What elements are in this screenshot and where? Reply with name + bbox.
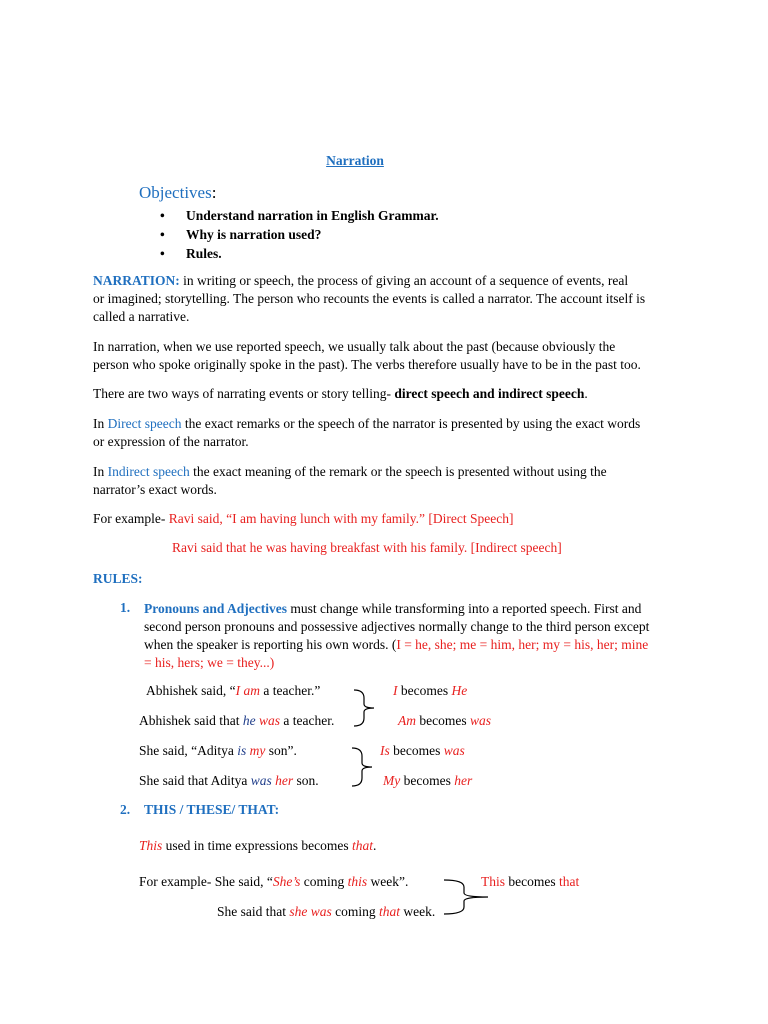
text: coming [300, 874, 348, 889]
objective-item: • Understand narration in English Grammar. [160, 206, 439, 225]
text: son”. [265, 743, 297, 758]
objectives-colon: : [211, 183, 217, 202]
objectives-heading-text: Objectives [139, 183, 212, 202]
rule1-example1-indirect [139, 713, 334, 729]
narration-line3: called a narrative. [93, 309, 190, 324]
example-label: For example- [93, 511, 169, 526]
text: Is [380, 743, 390, 758]
rule1-number: 1. [120, 600, 131, 615]
text: was [250, 773, 272, 788]
rule2-example-indirect [217, 904, 435, 920]
indirect-term: Indirect speech [107, 464, 190, 479]
example-indirect: Ravi said that he was having breakfast with his family. [Indirect speech] [172, 540, 562, 555]
rule1-line3a: when the speaker is reporting his own words. ( [144, 637, 397, 652]
objectives-heading [139, 183, 216, 203]
rule2-term: THIS / THESE/ THAT: [144, 802, 280, 817]
text: She’s [272, 874, 301, 889]
rule2-number: 2. [120, 802, 131, 817]
narration-line2: or imagined; storytelling. The person who recounts the events is called a narrator. The account itself is [93, 291, 646, 306]
text: was [443, 743, 465, 758]
objectives-list [160, 206, 439, 263]
text: her [275, 773, 294, 788]
rule1-example2-indirect [139, 773, 319, 789]
indirect-pre: In [93, 464, 108, 479]
rules-heading: RULES: [93, 571, 143, 586]
rule1-line3b: I = he, she; me = him, her; my = his, her; mine [396, 637, 649, 652]
narration-label: NARRATION: [93, 273, 180, 288]
rule2-example-rule [481, 874, 579, 890]
rule1-example2-rule-a [380, 743, 465, 759]
narration-line1: in writing or speech, the process of giving an account of a sequence of events, real [179, 273, 629, 288]
example-direct-text: Ravi said, “I am having lunch with my family.” [Direct Speech] [168, 511, 514, 526]
rule1-example1-rule-b [398, 713, 491, 729]
rule2-text [139, 838, 376, 854]
text: is [237, 743, 247, 758]
objective-item: • Rules. [160, 244, 439, 263]
narration-definition [93, 272, 678, 326]
direct-speech-paragraph [93, 415, 678, 451]
direct-line1: the exact remarks or the speech of the narrator is presented by using the exact words [181, 416, 641, 431]
rule1-line2: second person pronouns and possessive adjectives normally change to the third person except [144, 619, 650, 634]
rule1-example2-rule-b [383, 773, 472, 789]
rule1-example2-direct [139, 743, 297, 759]
text: This [139, 838, 163, 853]
text: She said that Aditya [139, 773, 251, 788]
rule2-example-direct [139, 874, 408, 890]
text: I [393, 683, 398, 698]
text: For example- She said, “ [139, 874, 273, 889]
text: this [347, 874, 368, 889]
text: week”. [367, 874, 409, 889]
rule1-text [144, 600, 678, 672]
text: my [249, 743, 266, 758]
reported-speech-paragraph [93, 338, 678, 374]
curly-brace-icon [348, 746, 378, 788]
direct-pre: In [93, 416, 108, 431]
page-title: Narration [326, 153, 384, 168]
rule1-example1-rule-a [393, 683, 467, 699]
direct-term: Direct speech [107, 416, 182, 431]
rule1-example1-direct [146, 683, 320, 699]
text: becomes [400, 773, 455, 788]
indirect-line2: narrator’s exact words. [93, 482, 217, 497]
text: that [379, 904, 401, 919]
para2-line1: In narration, when we use reported speech, we usually talk about the past (because obviously the [93, 339, 616, 354]
text: My [383, 773, 401, 788]
text: becomes [397, 683, 452, 698]
indirect-line1: the exact meaning of the remark or the speech is presented without using the [189, 464, 607, 479]
direct-line2: or expression of the narrator. [93, 434, 249, 449]
para3-bold: direct speech and indirect speech [394, 386, 585, 401]
text: her [454, 773, 473, 788]
text: becomes [389, 743, 444, 758]
example-direct [93, 511, 514, 527]
curly-brace-icon [350, 688, 380, 728]
text: was [469, 713, 491, 728]
indirect-speech-paragraph [93, 463, 678, 499]
ways-paragraph [93, 385, 678, 403]
text: He [451, 683, 468, 698]
text: a teacher. [280, 713, 335, 728]
text: coming [331, 904, 380, 919]
text: She said, “Aditya [139, 743, 238, 758]
para3-text: There are two ways of narrating events or story telling- [93, 386, 395, 401]
text: son. [293, 773, 319, 788]
text: that [559, 874, 580, 889]
rule1-line1: must change while transforming into a reported speech. First and [287, 601, 642, 616]
text: She said that [217, 904, 290, 919]
text: she was [289, 904, 332, 919]
text: This [481, 874, 506, 889]
text: he [242, 713, 256, 728]
text: a teacher.” [259, 683, 321, 698]
text: Am [398, 713, 416, 728]
text: I am [235, 683, 260, 698]
objective-item: • Why is narration used? [160, 225, 439, 244]
text: . [373, 838, 377, 853]
para3-end: . [584, 386, 588, 401]
para2-line2: person who spoke originally spoke in the past). The verbs therefore usually have to be in the past too. [93, 357, 641, 372]
text: Abhishek said, “ [146, 683, 236, 698]
text: becomes [505, 874, 559, 889]
rule1-line4: = his, hers; we = they...) [144, 655, 275, 670]
rule1-term: Pronouns and Adjectives [144, 601, 288, 616]
text: becomes [416, 713, 470, 728]
text: was [259, 713, 281, 728]
text: that [351, 838, 373, 853]
text: used in time expressions becomes [162, 838, 352, 853]
text: Abhishek said that [139, 713, 243, 728]
text: week. [400, 904, 436, 919]
